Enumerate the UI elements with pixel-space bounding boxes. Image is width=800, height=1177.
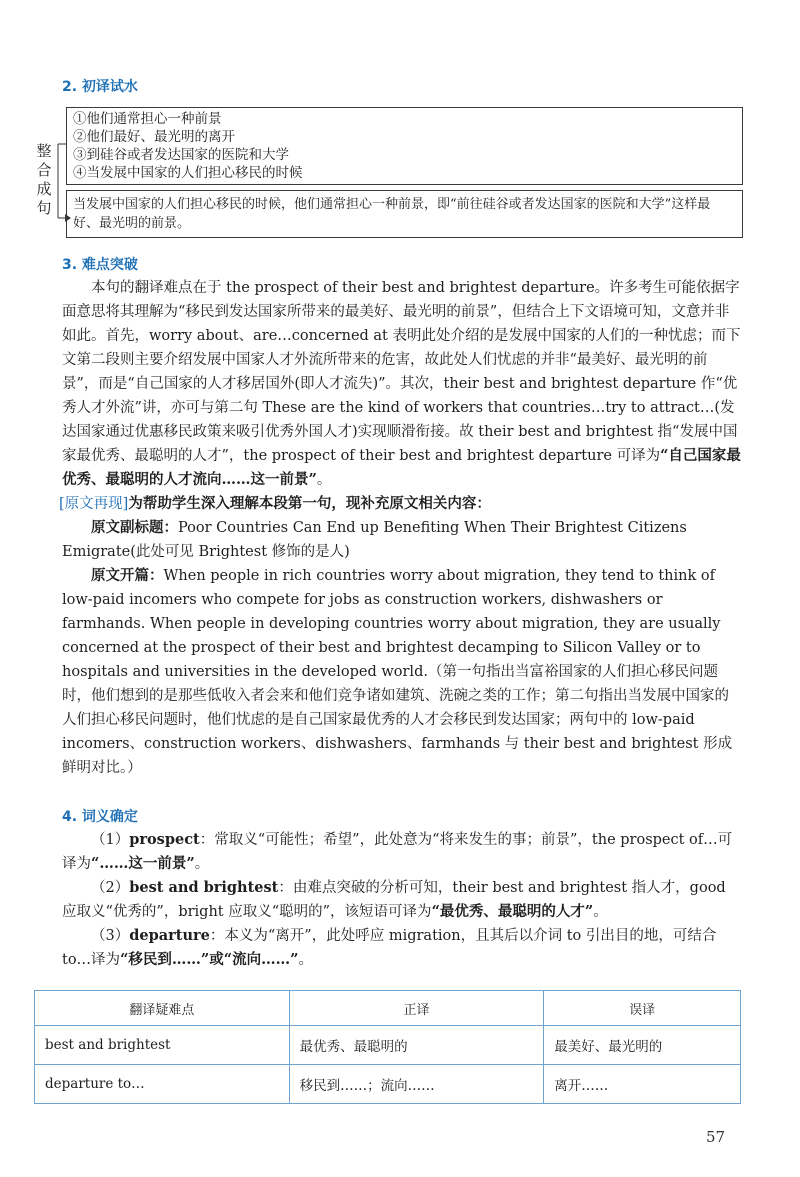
fragment-3: ③到硅谷或者发达国家的医院和大学 xyxy=(73,147,289,163)
section3-body xyxy=(59,276,742,780)
term-num: （3） xyxy=(91,928,130,944)
table-row xyxy=(35,1065,741,1104)
table-cell: 最优秀、最聪明的 xyxy=(289,1026,544,1065)
fragment-2: ②他们最好、最光明的离开 xyxy=(73,129,235,145)
term-text: ：本义为“离开”，此处呼应 migration，且其后以介词 to 引出目的地，可结合 to…译为 xyxy=(62,928,717,968)
term-num: （1） xyxy=(91,832,130,848)
analysis-paragraph xyxy=(62,276,742,492)
term-text: ：常取义“可能性；希望”，此处意为“将来发生的事；前景”，the prospect of…可译为 xyxy=(62,832,733,872)
term-num: （2） xyxy=(91,880,130,896)
term-bold: “……这一前景” xyxy=(91,855,195,872)
side-label: 整合成句 xyxy=(36,142,52,217)
term-bold: “最优秀、最聪明的人才” xyxy=(431,903,594,920)
source-tag: [原文再现] xyxy=(59,496,129,512)
term-word: prospect xyxy=(129,831,200,848)
section4-body xyxy=(62,828,742,972)
opening-text: When people in rich countries worry about migration, they tend to think of low-paid incomers who compete for jobs as construction workers, dishwashers or farmhands. When people in developing countries worry about migration, they are usually concerned at the prospect of their best and brightest decamping to Silicon Valley or to hospitals and universities in the developed world.（第一句指出当富裕国家的人们担心移民问题时，他们想到的是那些低收入者会来和他们竞争诸如建筑、洗碗之类的工作；第二句指出当发展中国家的人们担心移民问题时，他们忧虑的是自己国家最优秀的人才会移民到发达国家；两句中的 low-paid incomers、construction workers、dishwashers、farmhands 与 their best and brightest 形成鲜明对比。） xyxy=(62,568,733,776)
combined-sentence-box: 当发展中国家的人们担心移民的时候，他们通常担心一种前景，即“前往硅谷或者发达国家的医院和大学”这样最好、最光明的前景。 xyxy=(66,190,743,238)
term-end: 。 xyxy=(194,856,210,872)
term-end: 。 xyxy=(593,904,608,920)
table-header: 正译 xyxy=(289,991,544,1026)
table-cell: 离开…… xyxy=(544,1065,741,1104)
term-bold: “移民到……”或“流向……” xyxy=(120,951,299,968)
source-intro xyxy=(59,492,742,516)
term-word: best and brightest xyxy=(129,879,279,896)
table-cell: 最美好、最光明的 xyxy=(544,1026,741,1065)
subtitle-paragraph xyxy=(62,516,742,564)
page-number: 57 xyxy=(706,1128,726,1146)
subtitle-label: 原文副标题： xyxy=(91,519,178,536)
section-title-2: 2. 初译试水 xyxy=(62,79,138,95)
term-item-3 xyxy=(62,924,742,972)
term-end: 。 xyxy=(298,952,313,968)
analysis-text: 本句的翻译难点在于 the prospect of their best and brightest departure。许多考生可能依据字面意思将其理解为“移民到发达国家所带来的最美好、最光明的前景”，但结合上下文语境可知，文意并非如此。首先，worry about、are…concerned at 表明此处介绍的是发展中国家的人们的一种忧虑；而下文第二段则主要介绍发展中国家人才外流所带来的危害，故此处人们忧虑的并非“最美好、最光明的前景”，而是“自己国家的人才移居国外(即人才流失)”。其次，their best and brightest departure 作“优秀人才外流”讲，亦可与第二句 These are the kind of workers that countries…try to attract…(发达国家通过优惠移民政策来吸引优秀外国人才)实现顺滑衔接。故 their best and brightest 指“发展中国家最优秀、最聪明的人才”，the prospect of their best and brightest departure 可译为 xyxy=(62,280,741,464)
fragment-1: ①他们通常担心一种前景 xyxy=(73,111,222,127)
section-title-4: 4. 词义确定 xyxy=(62,809,138,825)
subtitle-text: Poor Countries Can End up Benefiting When Their Brightest Citizens Emigrate(此处可见 Brightest 修饰的是人) xyxy=(62,520,687,560)
table-cell: departure to… xyxy=(35,1065,290,1104)
term-word: departure xyxy=(129,927,210,944)
table-cell: 移民到……；流向…… xyxy=(289,1065,544,1104)
source-intro-text: 为帮助学生深入理解本段第一句，现补充原文相关内容： xyxy=(128,495,491,512)
opening-label: 原文开篇： xyxy=(91,567,164,584)
fragment-4: ④当发展中国家的人们担心移民的时候 xyxy=(73,165,303,181)
translation-diagram xyxy=(34,104,746,242)
term-item-2 xyxy=(62,876,742,924)
section-title-3: 3. 难点突破 xyxy=(62,257,138,273)
analysis-bold: “自己国家最优秀、最聪明的人才流向……这一前景” xyxy=(62,447,741,488)
term-text: ：由难点突破的分析可知，their best and brightest 指人才，good 应取义“优秀的”，bright 应取义“聪明的”，该短语可译为 xyxy=(62,880,726,920)
table-header: 误译 xyxy=(544,991,741,1026)
table-header-row xyxy=(35,991,741,1026)
translation-table xyxy=(34,990,741,1104)
table-row xyxy=(35,1026,741,1065)
opening-paragraph xyxy=(62,564,742,780)
table-cell: best and brightest xyxy=(35,1026,290,1065)
term-item-1 xyxy=(62,828,742,876)
source-fragments-box xyxy=(66,107,743,185)
table-header: 翻译疑难点 xyxy=(35,991,290,1026)
analysis-end: 。 xyxy=(316,472,332,488)
